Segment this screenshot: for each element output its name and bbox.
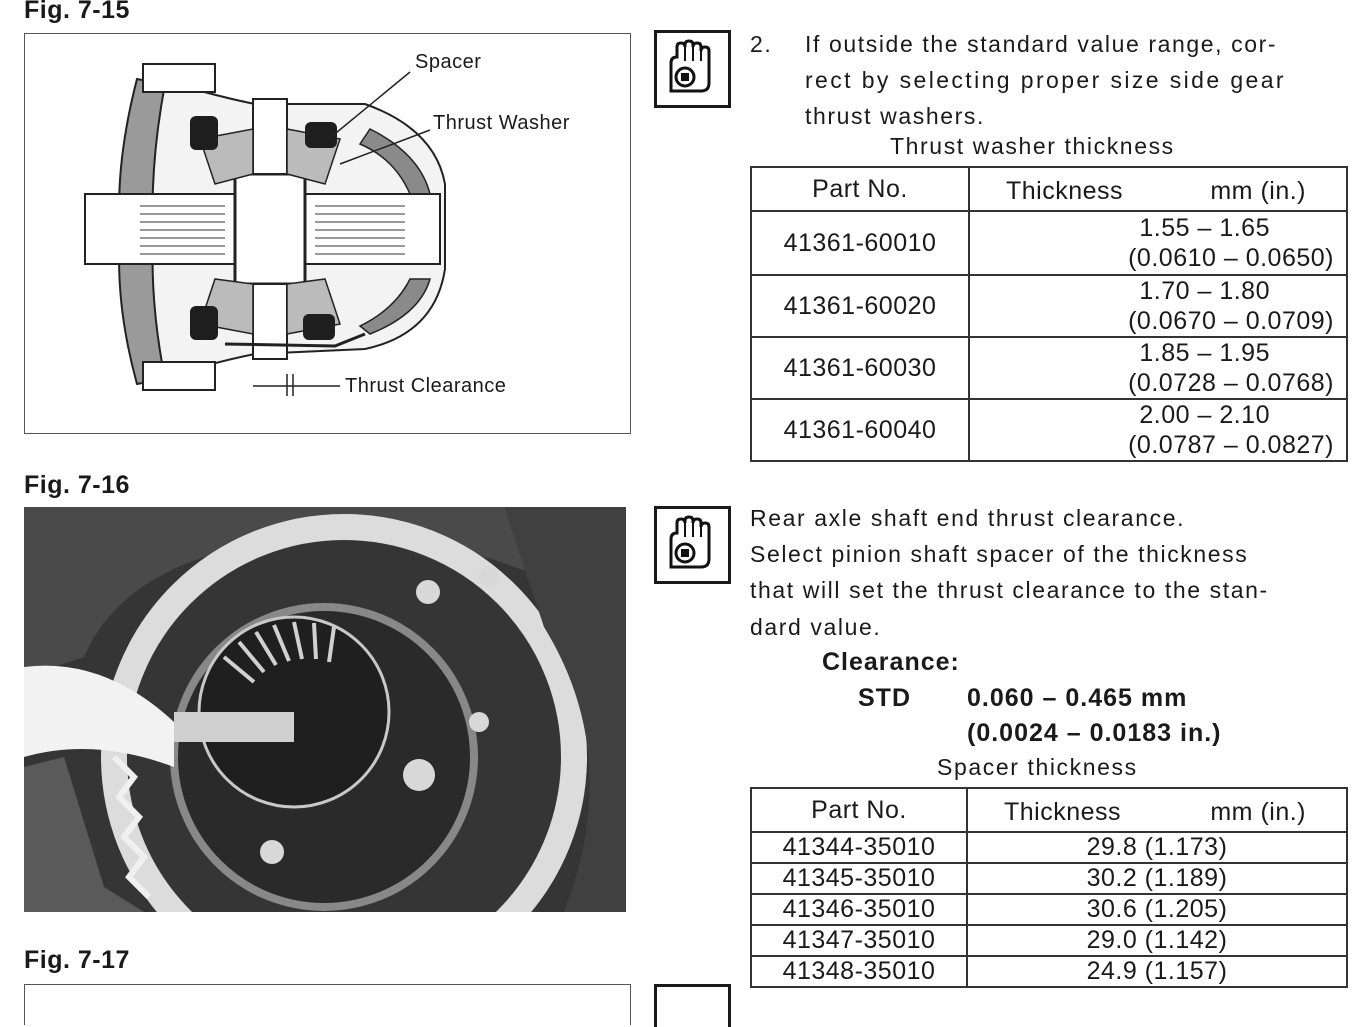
header-thickness [969,167,1347,211]
part-number: 41347-35010 [751,925,967,956]
thickness-value: 29.8 (1.173) [967,832,1347,863]
differential-photo-illustration [24,507,626,912]
header-thickness-label: Thickness [1004,798,1122,826]
thickness-mm: 1.70 – 1.80 [1139,277,1270,305]
header-unit: mm (in.) [1210,798,1306,826]
std-value-mm: 0.060 – 0.465 mm [967,684,1188,712]
step2-line-2: rect by selecting proper size side gear [805,67,1286,93]
thickness-value: 29.0 (1.142) [967,925,1347,956]
hand-check-icon [654,506,731,584]
fig-7-17-frame [24,984,631,1025]
clearance-label: Clearance: [822,648,960,676]
step2-line-3: thrust washers. [805,103,985,129]
thickness-value: 30.2 (1.189) [967,863,1347,894]
thickness-value [969,275,1347,337]
thickness-value [969,211,1347,275]
thickness-value [969,337,1347,399]
hand-check-icon [654,984,731,1027]
thickness-mm: 1.85 – 1.95 [1139,339,1270,367]
part-number: 41361-60030 [751,337,969,399]
thrust-washer-table [750,166,1348,462]
fig-7-15-drawing [24,33,631,434]
table-row [751,863,1347,894]
header-thickness-label: Thickness [1006,177,1124,205]
thickness-value: 24.9 (1.157) [967,956,1347,987]
std-label: STD [858,684,911,712]
clearance-line-4: dard value. [750,614,882,640]
header-unit: mm (in.) [1210,177,1306,205]
fig-7-16-photo [24,507,626,912]
differential-cutaway-drawing [25,34,630,433]
part-number: 41361-60020 [751,275,969,337]
callout-spacer: Spacer [415,51,482,73]
table-row [751,399,1347,461]
header-part-no: Part No. [751,167,969,211]
part-number: 41361-60010 [751,211,969,275]
table-header-row [751,167,1347,211]
step-number: 2. [750,31,773,57]
callout-thrust-washer: Thrust Washer [433,112,570,134]
spacer-table-title: Spacer thickness [937,754,1138,780]
clearance-line-1: Rear axle shaft end thrust clearance. [750,505,1186,531]
header-thickness [967,788,1347,832]
table-row [751,211,1347,275]
table-row [751,894,1347,925]
clearance-line-2: Select pinion shaft spacer of the thickness [750,541,1249,567]
part-number: 41348-35010 [751,956,967,987]
step2-line-1: If outside the standard value range, cor- [805,31,1278,57]
thickness-in: (0.0787 – 0.0827) [1128,431,1334,459]
fig-7-17-label: Fig. 7-17 [24,946,130,974]
table-row [751,925,1347,956]
callout-thrust-clearance: Thrust Clearance [345,375,507,397]
hand-check-icon [654,30,731,108]
table-row [751,275,1347,337]
table-header-row [751,788,1347,832]
header-part-no: Part No. [751,788,967,832]
std-value-in: (0.0024 – 0.0183 in.) [967,719,1222,747]
thickness-mm: 2.00 – 2.10 [1139,401,1270,429]
thickness-value [969,399,1347,461]
table-row [751,832,1347,863]
part-number: 41345-35010 [751,863,967,894]
thickness-in: (0.0670 – 0.0709) [1128,307,1334,335]
part-number: 41361-60040 [751,399,969,461]
table-row [751,956,1347,987]
clearance-line-3: that will set the thrust clearance to the stan- [750,577,1269,603]
thickness-value: 30.6 (1.205) [967,894,1347,925]
fig-7-16-label: Fig. 7-16 [24,471,130,499]
table-row [751,337,1347,399]
part-number: 41344-35010 [751,832,967,863]
part-number: 41346-35010 [751,894,967,925]
spacer-thickness-table [750,787,1348,988]
fig-7-15-label: Fig. 7-15 [24,0,130,24]
washer-table-title: Thrust washer thickness [890,133,1175,159]
thickness-in: (0.0728 – 0.0768) [1128,369,1334,397]
thickness-mm: 1.55 – 1.65 [1139,214,1270,242]
thickness-in: (0.0610 – 0.0650) [1128,244,1334,272]
